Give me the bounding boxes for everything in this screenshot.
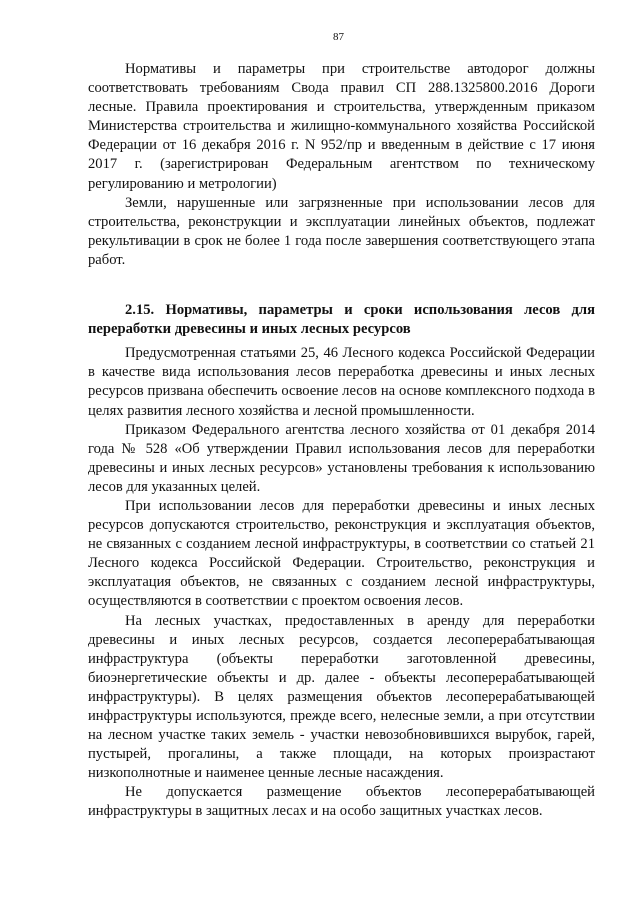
section-paragraph-5: Не допускается размещение объектов лесоперерабатывающей инфраструктуры в защитных лесах и на особо защитных участках лесов. [88, 784, 595, 820]
document-page [88, 30, 595, 822]
page-number: 87 [333, 31, 344, 43]
section-paragraph-3: При использовании лесов для переработки древесины и иных лесных ресурсов допускаются строительство, реконструкция и эксплуатация объектов, не связанных с созданием лесной инфраструктуры, в соответствии со статьей 21 Лесного кодекса Российской Федерации. Строительство, реконструкция и эксплуатация объектов, не связанных с созданием лесной инфраструктуры, осуществляются в соответствии с проектом освоения лесов. [88, 497, 595, 610]
section-paragraph-1: Предусмотренная статьями 25, 46 Лесного кодекса Российской Федерации в качестве вида использования лесов переработка древесины и иных лесных ресурсов призвана обеспечить освоение лесов на основе комплексного подхода в целях развития лесного хозяйства и лесной промышленности. [88, 345, 595, 419]
intro-paragraph-2: Земли, нарушенные или загрязненные при использовании лесов для строительства, реконструкции и эксплуатации линейных объектов, подлежат рекультивации в срок не более 1 года после завершения соответствующего этапа работ. [88, 194, 595, 268]
section-paragraph-4: На лесных участках, предоставленных в аренду для переработки древесины и иных лесных ресурсов, создается лесоперерабатывающая инфраструктура (объекты переработки заготовленной древесины, биоэнергетические объекты и др. далее - объекты лесоперерабатывающей инфраструктуры). В целях размещения объектов лесоперерабатывающей инфраструктуры используются, прежде всего, нелесные земли, а при отсутствии на лесном участке таких земель - участки невозобновившихся вырубок, гарей, пустырей, прогалины, а также площади, на которых произрастают низкополнотные и наименее ценные лесные насаждения. [88, 612, 595, 782]
intro-paragraph-1: Нормативы и параметры при строительстве автодорог должны соответствовать требованиям Свода правил СП 288.1325800.2016 Дороги лесные. Правила проектирования и строительства, утвержденным приказом Министерства строительства и жилищно-коммунального хозяйства Российской Федерации от 16 декабря 2016 г. N 952/пр и введенным в действие с 17 июня 2017 г. (зарегистрирован Федеральным агентством по техническому регулированию и метрологии) [88, 61, 595, 192]
section-heading: 2.15. Нормативы, параметры и сроки использования лесов для переработки древесины и иных лесных ресурсов [88, 302, 595, 338]
section-2-15 [88, 301, 595, 339]
section-paragraph-2: Приказом Федерального агентства лесного хозяйства от 01 декабря 2014 года № 528 «Об утверждении Правил использования лесов для переработки древесины и иных лесных ресурсов» установлены требования к использованию лесов для указанных целей. [88, 421, 595, 495]
